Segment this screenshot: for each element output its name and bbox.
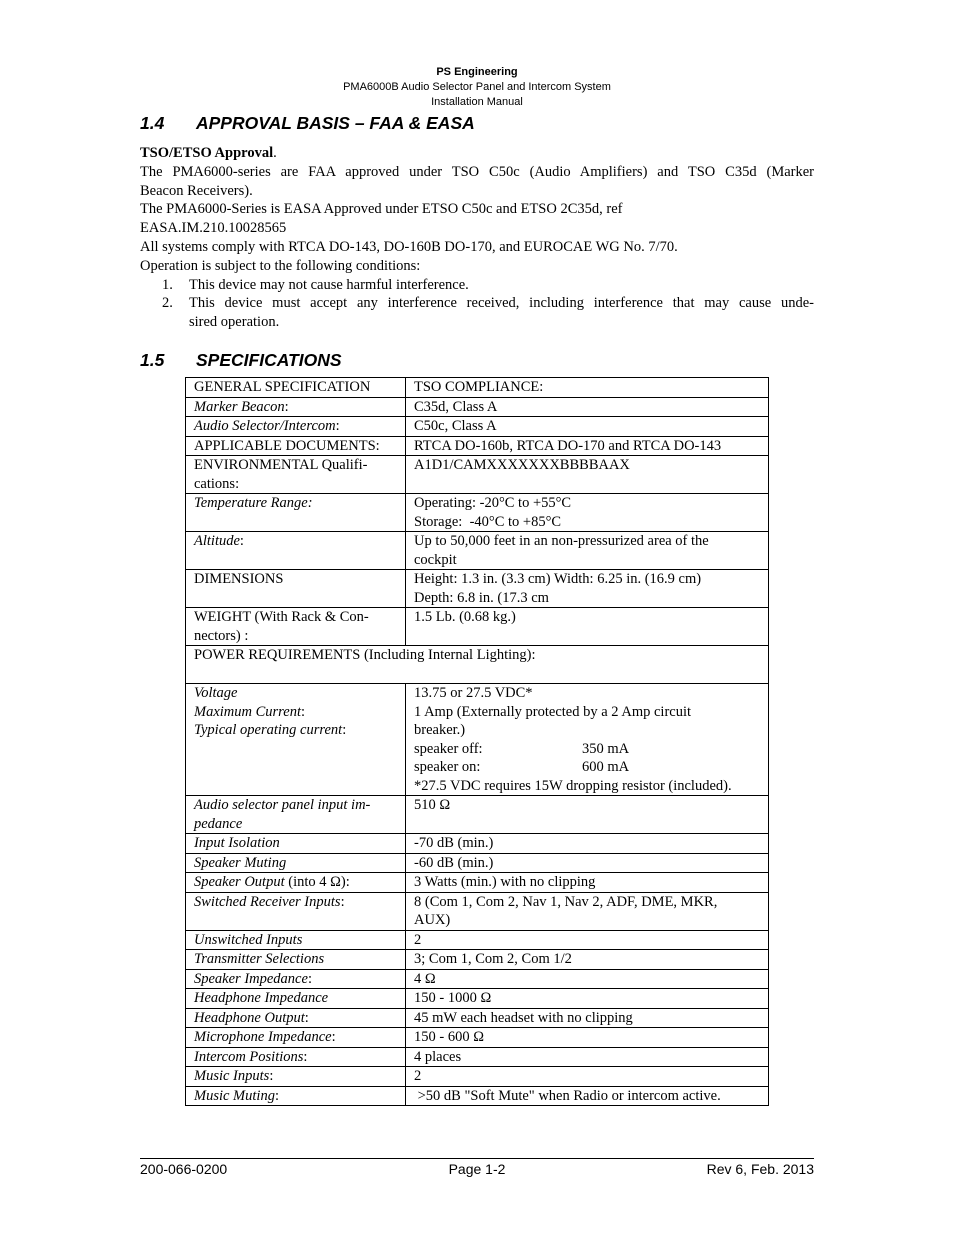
conditions-list bbox=[140, 276, 814, 332]
table-row: Microphone Impedance: 150 - 600 Ω bbox=[186, 1028, 769, 1048]
footer-page-number: Page 1-2 bbox=[448, 1161, 506, 1177]
tso-label: TSO/ETSO Approval bbox=[140, 145, 274, 161]
table-row: Input Isolation -70 dB (min.) bbox=[186, 834, 769, 854]
footer-revision: Rev 6, Feb. 2013 bbox=[706, 1161, 814, 1177]
table-row: Intercom Positions: 4 places bbox=[186, 1047, 769, 1067]
list-item: 2. This device must accept any interference received, including interference that may cause unde- sired operation. bbox=[162, 295, 814, 331]
section-heading-specifications bbox=[140, 350, 342, 371]
table-row: GENERAL SPECIFICATION TSO COMPLIANCE: bbox=[186, 378, 769, 398]
table-row: Voltage Maximum Current: Typical operating current: 13.75 or 27.5 VDC* 1 Amp (Externally protected by a 2 Amp circuit breaker.) speaker off: 350 mA speaker on: 600 mA *27.5 VDC requires 15W dropping resistor (included). bbox=[186, 684, 769, 796]
footer-doc-number: 200-066-0200 bbox=[140, 1161, 228, 1177]
table-row: Marker Beacon: C35d, Class A bbox=[186, 397, 769, 417]
header-company: PS Engineering bbox=[436, 66, 518, 78]
table-row: Switched Receiver Inputs: 8 (Com 1, Com 2, Nav 1, Nav 2, ADF, DME, MKR, AUX) bbox=[186, 892, 769, 930]
page-header bbox=[0, 65, 954, 110]
approval-paragraph-1: The PMA6000-series are FAA approved under TSO C50c (Audio Amplifiers) and TSO C35d (Marker bbox=[140, 163, 814, 180]
table-row: Music Muting: >50 dB "Soft Mute" when Radio or intercom active. bbox=[186, 1086, 769, 1106]
table-row: Speaker Muting -60 dB (min.) bbox=[186, 853, 769, 873]
approval-paragraph-2: The PMA6000-Series is EASA Approved under ETSO C50c and ETSO 2C35d, ref bbox=[140, 201, 623, 218]
section-number: 1.4 bbox=[140, 113, 165, 133]
table-row: APPLICABLE DOCUMENTS: RTCA DO-160b, RTCA DO-170 and RTCA DO-143 bbox=[186, 436, 769, 456]
table-row: DIMENSIONS Height: 1.3 in. (3.3 cm) Width: 6.25 in. (16.9 cm) Depth: 6.8 in. (17.3 cm bbox=[186, 570, 769, 608]
section-heading-approval bbox=[140, 113, 475, 134]
section-title: SPECIFICATIONS bbox=[196, 350, 342, 370]
table-row: Transmitter Selections 3; Com 1, Com 2, Com 1/2 bbox=[186, 950, 769, 970]
table-row: Music Inputs: 2 bbox=[186, 1067, 769, 1087]
table-row: Headphone Output: 45 mW each headset with no clipping bbox=[186, 1008, 769, 1028]
table-row: ENVIRONMENTAL Qualifi- cations: A1D1/CAMXXXXXXXBBBBAAX bbox=[186, 456, 769, 494]
table-row: WEIGHT (With Rack & Con- nectors) : 1.5 Lb. (0.68 kg.) bbox=[186, 608, 769, 646]
table-row: Temperature Range: Operating: -20°C to +55°C Storage: -40°C to +85°C bbox=[186, 494, 769, 532]
section-title: APPROVAL BASIS – FAA & EASA bbox=[196, 113, 475, 133]
table-row: Unswitched Inputs 2 bbox=[186, 930, 769, 950]
section-number: 1.5 bbox=[140, 350, 165, 370]
approval-body: TSO/ETSO Approval. The PMA6000-series are FAA approved under TSO C50c (Audio Amplifiers) and TSO C35d (Marker Beacon Receivers). The PMA6000-Series is EASA Approved under ETSO C50c and ETSO 2C35d, ref EASA.IM.210.10028565 All systems comply with RTCA DO-143, DO-160B DO-170, and EUROCAE WG No. 7/70. Operation is subject to the following conditions: 1. This device may not cause harmful interference. 2. This device must accept any interference received, including interference that may cause unde- sired operation. bbox=[140, 145, 814, 331]
header-product: PMA6000B Audio Selector Panel and Intercom System bbox=[343, 81, 611, 93]
approval-paragraph-2b: EASA.IM.210.10028565 bbox=[140, 220, 287, 237]
table-row: Altitude: Up to 50,000 feet in an non-pressurized area of the cockpit bbox=[186, 532, 769, 570]
list-item: 1. This device may not cause harmful interference. bbox=[162, 276, 469, 293]
approval-paragraph-4: Operation is subject to the following conditions: bbox=[140, 257, 421, 274]
approval-paragraph-1b: Beacon Receivers). bbox=[140, 182, 253, 199]
footer-rule bbox=[140, 1158, 814, 1159]
approval-paragraph-3: All systems comply with RTCA DO-143, DO-160B DO-170, and EUROCAE WG No. 7/70. bbox=[140, 238, 678, 255]
table-row: Speaker Output (into 4 Ω): 3 Watts (min.) with no clipping bbox=[186, 873, 769, 893]
table-row: POWER REQUIREMENTS (Including Internal Lighting): bbox=[186, 646, 769, 684]
specifications-table bbox=[185, 377, 769, 1106]
table-row: Audio selector panel input im- pedance 510 Ω bbox=[186, 796, 769, 834]
table-row: Headphone Impedance 150 - 1000 Ω bbox=[186, 989, 769, 1009]
header-doc: Installation Manual bbox=[431, 96, 523, 108]
table-row: Audio Selector/Intercom: C50c, Class A bbox=[186, 417, 769, 437]
table-row: Speaker Impedance: 4 Ω bbox=[186, 969, 769, 989]
